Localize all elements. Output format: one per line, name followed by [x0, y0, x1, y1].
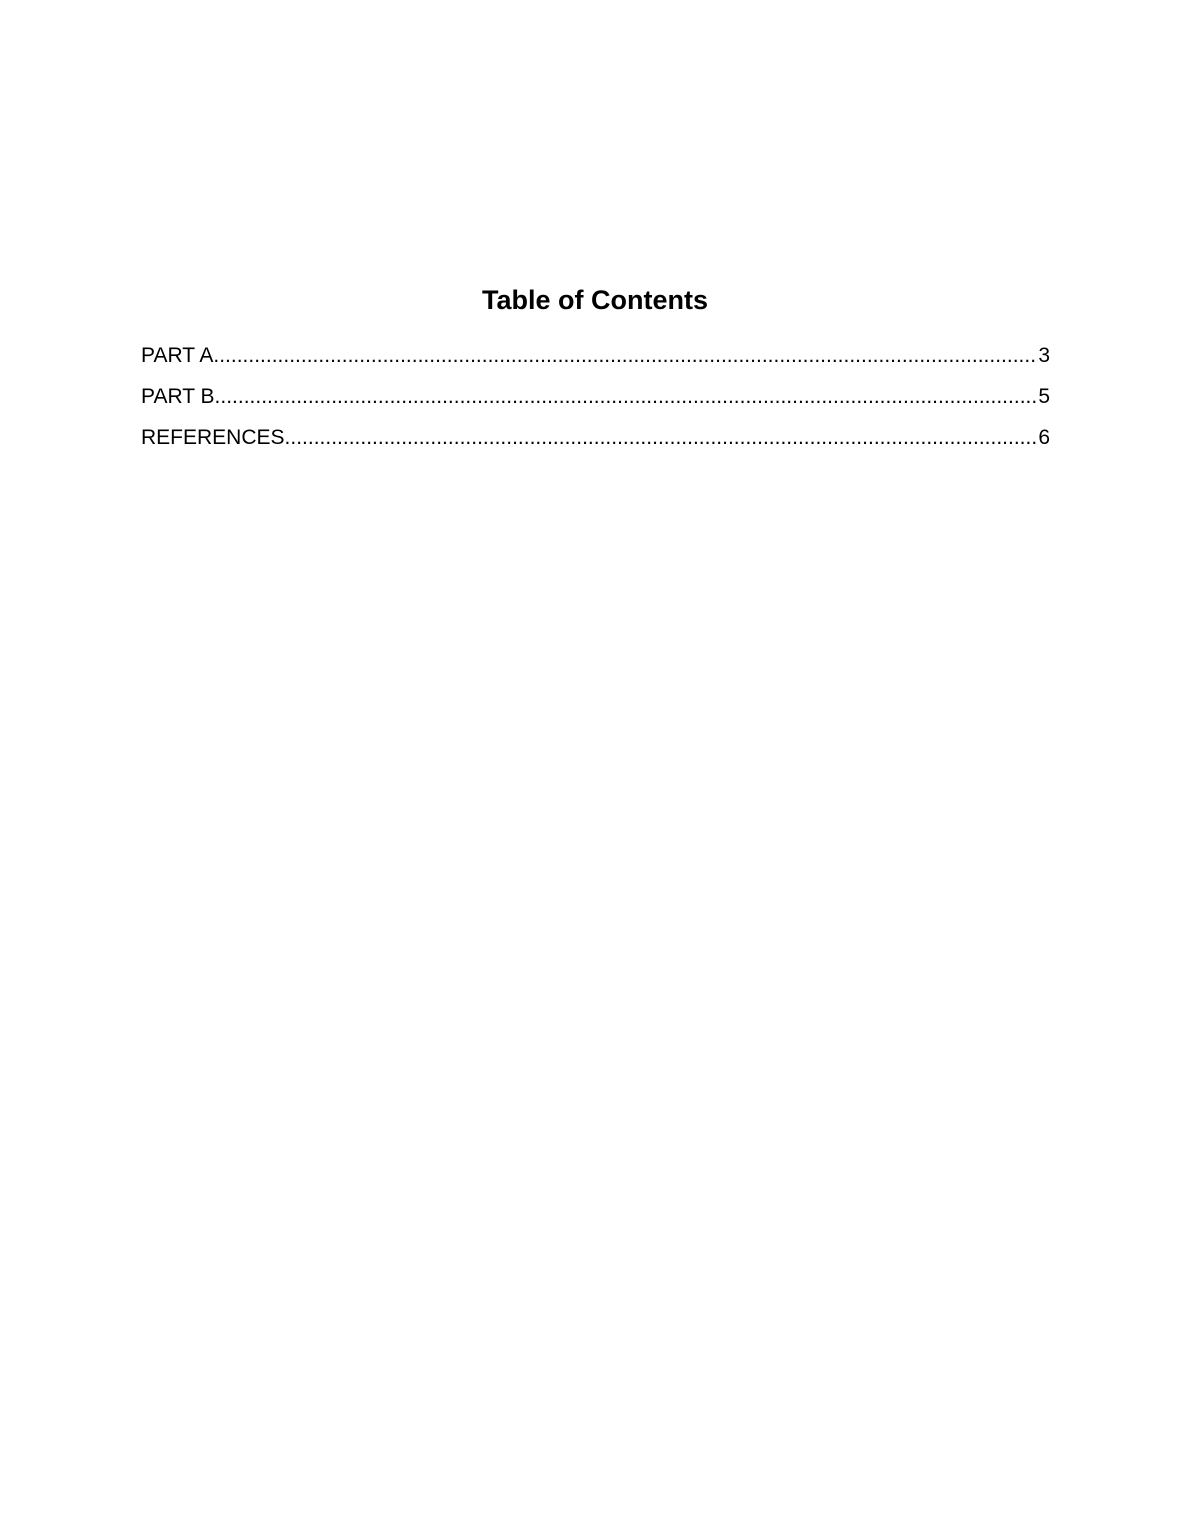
- toc-entry-page-number: 3: [1038, 344, 1050, 367]
- toc-title: Table of Contents: [482, 285, 708, 315]
- toc-entry-label: PART A: [141, 341, 213, 371]
- toc-dot-leader: [213, 341, 1038, 371]
- toc-list: [141, 341, 1050, 464]
- toc-entry-references[interactable]: [141, 423, 1050, 464]
- toc-entry-part-b[interactable]: [141, 382, 1050, 423]
- toc-entry-label: REFERENCES: [141, 423, 285, 453]
- toc-entry-page-number: 5: [1038, 385, 1050, 408]
- toc-dot-leader: [285, 423, 1039, 453]
- toc-dot-leader: [215, 382, 1039, 412]
- toc-entry-page-number: 6: [1038, 426, 1050, 449]
- toc-entry-label: PART B: [141, 382, 215, 412]
- toc-entry-part-a[interactable]: [141, 341, 1050, 382]
